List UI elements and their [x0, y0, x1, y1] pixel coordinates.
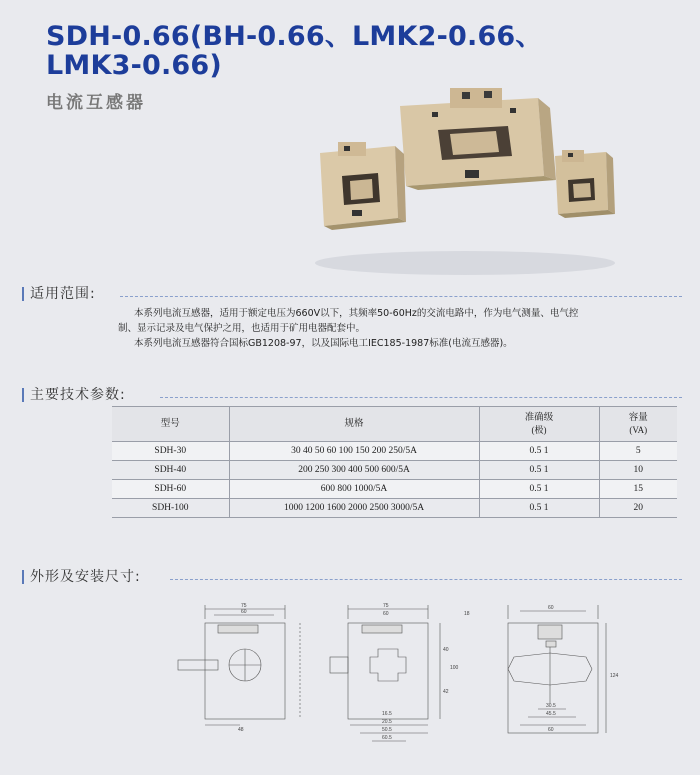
table-row: [112, 461, 677, 480]
dim-label: 30.5: [546, 703, 556, 709]
dim-label: 16.5: [382, 711, 392, 717]
cell-model: SDH-30: [112, 442, 229, 461]
col-header-capacity: 容量 (VA): [599, 407, 677, 442]
cell-accuracy: 0.5 1: [479, 461, 599, 480]
dim-label: 60: [548, 727, 554, 733]
cell-spec: 200 250 300 400 500 600/5A: [229, 461, 479, 480]
drawing-sdh-front: [178, 605, 300, 725]
scope-paragraph-1: 本系列电流互感器，适用于额定电压为660V以下，其频率50-60Hz的交流电路中，作为电气测量、电气控: [134, 308, 579, 319]
scope-paragraph-2: 本系列电流互感器符合国标GB1208-97，以及国际电工IEC185-1987标准(电流互感器)。: [134, 338, 513, 349]
heading-accent-bar: [22, 570, 24, 584]
table-row: [112, 499, 677, 518]
col-header-model: 型号: [112, 407, 229, 442]
dim-label: 60.5: [382, 735, 392, 741]
table-row: [112, 442, 677, 461]
table-row: [112, 480, 677, 499]
scope-heading: [30, 283, 96, 303]
table-header-row: [112, 407, 677, 442]
specs-heading-text: 主要技术参数:: [30, 387, 126, 403]
product-title-line1: SDH-0.66(BH-0.66、LMK2-0.66、: [46, 21, 543, 52]
dim-label: 124: [610, 673, 619, 679]
cell-spec: 1000 1200 1600 2000 2500 3000/5A: [229, 499, 479, 518]
large-transformer-image: [400, 88, 556, 190]
heading-accent-bar: [22, 388, 24, 402]
cell-model: SDH-60: [112, 480, 229, 499]
dim-label: 50.5: [382, 727, 392, 733]
cell-spec: 600 800 1000/5A: [229, 480, 479, 499]
left-transformer-image: [320, 142, 406, 230]
dim-label: 60: [241, 609, 247, 615]
product-subtitle: 电流互感器: [46, 93, 146, 113]
drawing-lmk3-front: [508, 605, 606, 733]
dim-label: 48: [238, 727, 244, 733]
cell-model: SDH-40: [112, 461, 229, 480]
section-divider: [170, 579, 682, 580]
spec-table: [112, 406, 677, 518]
dim-label: 75: [383, 603, 389, 609]
cell-accuracy: 0.5 1: [479, 480, 599, 499]
scope-text: [118, 306, 688, 351]
dim-label: 100: [450, 665, 459, 671]
product-title-line2: LMK3-0.66): [46, 50, 222, 81]
dimension-drawings: [110, 585, 695, 765]
dim-label: 40: [443, 647, 449, 653]
dim-label: 45.5: [546, 711, 556, 717]
dimensions-heading: [30, 566, 141, 586]
cell-accuracy: 0.5 1: [479, 442, 599, 461]
heading-accent-bar: [22, 287, 24, 301]
specs-heading: [30, 384, 126, 404]
cell-capacity: 20: [599, 499, 677, 518]
scope-heading-text: 适用范围:: [30, 286, 96, 302]
col-header-accuracy: 准确级 (极): [479, 407, 599, 442]
dim-label: 18: [464, 611, 470, 617]
product-photo: [300, 78, 630, 278]
dim-label: 60: [548, 605, 554, 611]
section-divider: [160, 397, 682, 398]
dimensions-heading-text: 外形及安装尺寸:: [30, 569, 141, 585]
cell-accuracy: 0.5 1: [479, 499, 599, 518]
dim-label: 20.5: [382, 719, 392, 725]
dim-label: 42: [443, 689, 449, 695]
scope-paragraph-1-cont: 制、显示记录及电气保护之用，也适用于矿用电器配套中。: [118, 323, 366, 334]
col-header-spec: 规格: [229, 407, 479, 442]
cell-spec: 30 40 50 60 100 150 200 250/5A: [229, 442, 479, 461]
cell-capacity: 5: [599, 442, 677, 461]
cell-capacity: 10: [599, 461, 677, 480]
cell-capacity: 15: [599, 480, 677, 499]
cell-model: SDH-100: [112, 499, 229, 518]
dim-label: 60: [383, 611, 389, 617]
right-transformer-image: [555, 150, 615, 218]
dim-label: 75: [241, 603, 247, 609]
section-divider: [120, 296, 682, 297]
